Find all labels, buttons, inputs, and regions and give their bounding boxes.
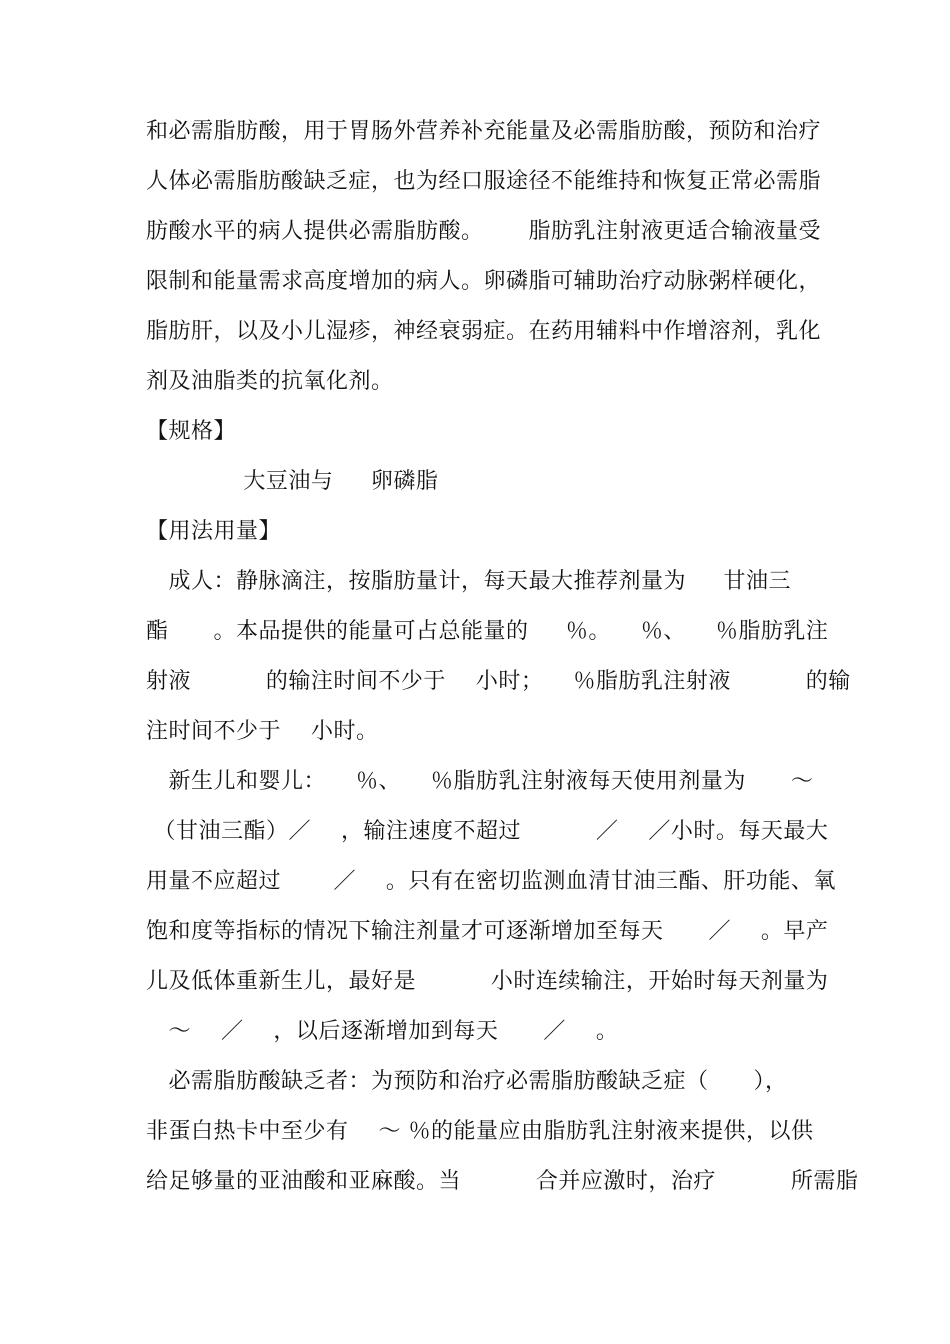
section-heading-usage: 【用法用量】 (146, 519, 282, 544)
text-line: （甘油三酯）／ ，输注速度不超过 ／ ／小时。每天最大 (146, 819, 829, 844)
text-line: 必需脂肪酸缺乏者：为预防和治疗必需脂肪酸缺乏症（ ）， (146, 1069, 788, 1094)
text-line: 肪酸水平的病人提供必需脂肪酸。 脂肪乳注射液更适合输液量受 (146, 219, 821, 244)
text-line: 射液 的输注时间不少于 小时； ％脂肪乳注射液 的输 (146, 669, 851, 694)
spec-line: 大豆油与 卵磷脂 (146, 469, 439, 494)
text-line: 饱和度等指标的情况下输注剂量才可逐渐增加至每天 ／ 。早产 (146, 919, 829, 944)
text-line: 非蛋白热卡中至少有 ～ ％的能量应由脂肪乳注射液来提供，以供 (146, 1119, 814, 1144)
text-line: 脂肪肝，以及小儿湿疹，神经衰弱症。在药用辅料中作增溶剂，乳化 (146, 319, 822, 344)
text-line: ～ ／ ，以后逐渐增加到每天 ／ 。 (146, 1019, 619, 1044)
text-line: 儿及低体重新生儿，最好是 小时连续输注，开始时每天剂量为 (146, 969, 829, 994)
text-line: 给足够量的亚油酸和亚麻酸。当 合并应激时，治疗 所需脂 (146, 1169, 859, 1194)
section-heading-spec: 【规格】 (146, 419, 237, 444)
text-line: 注时间不少于 小时。 (146, 719, 379, 744)
text-line: 剂及油脂类的抗氧化剂。 (146, 369, 394, 394)
text-line: 和必需脂肪酸，用于胃肠外营养补充能量及必需脂肪酸，预防和治疗 (146, 119, 822, 144)
text-line: 新生儿和婴儿： ％、 ％脂肪乳注射液每天使用剂量为 ～ (146, 769, 814, 794)
text-line: 限制和能量需求高度增加的病人。卵磷脂可辅助治疗动脉粥样硬化， (146, 269, 822, 294)
text-line: 人体必需脂肪酸缺乏症，也为经口服途径不能维持和恢复正常必需脂 (146, 169, 822, 194)
text-line: 成人：静脉滴注，按脂肪量计，每天最大推荐剂量为 甘油三 (146, 569, 791, 594)
text-line: 酯 。本品提供的能量可占总能量的 ％。 ％、 ％脂肪乳注 (146, 619, 829, 644)
text-line: 用量不应超过 ／ 。只有在密切监测血清甘油三酯、肝功能、氧 (146, 869, 836, 894)
